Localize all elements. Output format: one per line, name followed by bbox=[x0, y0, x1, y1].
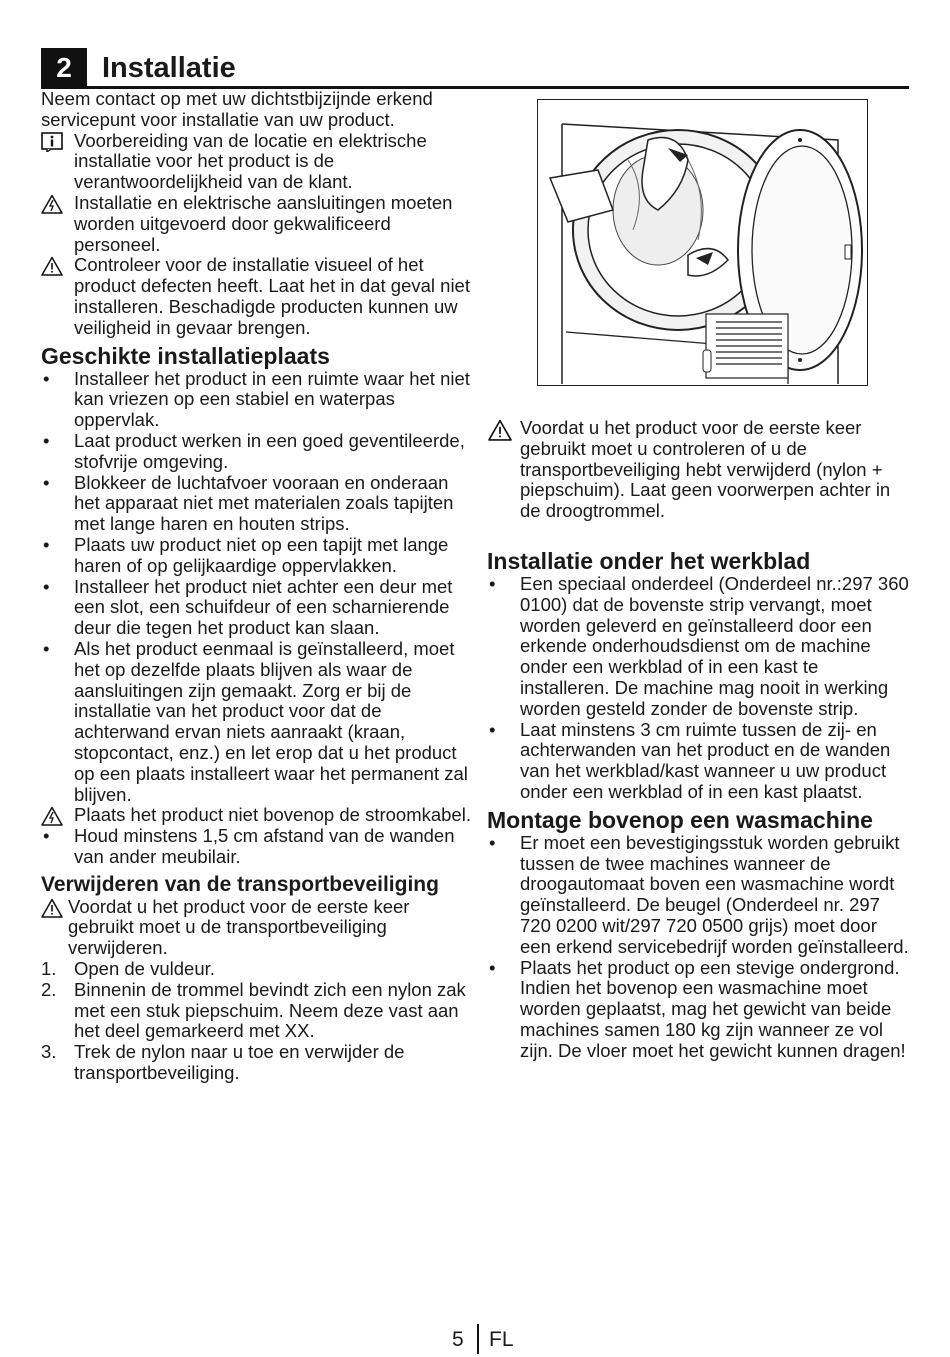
bullet-icon: • bbox=[489, 956, 496, 978]
step-number: 3. bbox=[41, 1041, 57, 1063]
bullet-list bbox=[41, 826, 476, 868]
left-column bbox=[41, 89, 476, 1084]
note-info bbox=[41, 131, 476, 193]
step-number: 2. bbox=[41, 978, 57, 1000]
list-item: • Blokkeer de luchtafvoer vooraan en onderaan het apparaat niet met materialen zoals tapijten met lange haren en houten strips. bbox=[43, 471, 454, 535]
note-text: Installatie en elektrische aansluitingen moeten worden uitgevoerd door gekwalificeerd personeel. bbox=[74, 191, 453, 255]
bullet-icon: • bbox=[43, 637, 50, 659]
list-item: 2. Binnenin de trommel bevindt zich een nylon zak met een stuk piepschuim. Neem deze vast aan het deel gemarkeerd met XX. bbox=[41, 978, 466, 1042]
bullet-icon: • bbox=[489, 572, 496, 594]
list-item: • Installeer het product in een ruimte waar het niet kan vriezen op een stabiel en waterpas oppervlak. bbox=[43, 367, 470, 431]
dryer-drawing bbox=[538, 100, 866, 384]
bullet-icon: • bbox=[489, 718, 496, 740]
page-footer bbox=[0, 1324, 950, 1356]
note-electric bbox=[41, 193, 476, 255]
warning-electric-icon bbox=[41, 194, 63, 214]
bullet-icon: • bbox=[43, 825, 50, 847]
note-electric-cable bbox=[41, 805, 476, 826]
warning-electric-icon bbox=[41, 806, 63, 826]
section-heading: Geschikte installatieplaats bbox=[41, 342, 330, 369]
list-item: 1. Open de vuldeur. bbox=[41, 958, 215, 980]
section-number: 2 bbox=[41, 48, 87, 88]
bullet-icon: • bbox=[43, 471, 50, 493]
note-warning bbox=[41, 255, 476, 338]
note-text: Controleer voor de installatie visueel of het product defecten heeft. Laat het in dat geval niet installeren. Beschadigde producten kunnen uw veiligheid in gevaar brengen. bbox=[74, 254, 470, 338]
bullet-icon: • bbox=[43, 367, 50, 389]
list-item: 3. Trek de nylon naar u toe en verwijder de transportbeveiliging. bbox=[41, 1041, 405, 1084]
bullet-icon: • bbox=[43, 575, 50, 597]
bullet-list bbox=[487, 574, 912, 803]
list-item: • Laat product werken in een goed geventileerde, stofvrije omgeving. bbox=[43, 429, 465, 472]
intro-text: Neem contact op met uw dichtstbijzijnde erkend servicepunt voor installatie van uw product. bbox=[41, 88, 433, 130]
right-column bbox=[487, 418, 912, 1062]
bullet-icon: • bbox=[43, 429, 50, 451]
dryer-illustration bbox=[537, 99, 868, 386]
bullet-icon: • bbox=[489, 831, 496, 853]
note-text: Plaats het product niet bovenop de stroomkabel. bbox=[74, 804, 471, 826]
note-text: Voordat u het product voor de eerste keer gebruikt moet u controleren of u de transportbeveiliging hebt verwijderd (nylon + piepschuim). Laat geen voorwerpen achter in de droogtrommel. bbox=[520, 417, 891, 522]
note-text: Voordat u het product voor de eerste keer gebruikt moet u de transportbeveiliging verwijderen. bbox=[68, 895, 410, 959]
list-item: • Laat minstens 3 cm ruimte tussen de zij- en achterwanden van het product en de wanden van het werkblad/kast wanneer u uw product onder een werkblad of in een kast plaatst. bbox=[489, 718, 891, 802]
warning-icon bbox=[487, 419, 513, 441]
bullet-list bbox=[41, 369, 476, 806]
note-text: Voorbereiding van de locatie en elektrische installatie voor het product is de verantwoordelijkheid van de klant. bbox=[74, 129, 427, 193]
list-item: • Plaats uw product niet op een tapijt met lange haren of op gelijkaardige oppervlakken. bbox=[43, 533, 449, 576]
section-heading: Verwijderen van de transportbeveiliging bbox=[41, 872, 439, 896]
list-item: • Als het product eenmaal is geïnstalleerd, moet het op dezelfde plaats blijven als waar de aansluitingen zijn gemaakt. Zorg er bij de installatie van het product voor dat de achterwand ervan niets aanraakt (kraan, stopcontact, enz.) en let erop dat u het product op een plaats installeert waar het permanent zal blijven. bbox=[43, 637, 468, 805]
note-warning bbox=[41, 897, 476, 959]
list-item: • Houd minstens 1,5 cm afstand van de wanden van ander meubilair. bbox=[43, 825, 455, 867]
info-icon bbox=[41, 132, 63, 152]
section-heading: Installatie onder het werkblad bbox=[487, 547, 811, 574]
footer-divider bbox=[477, 1324, 479, 1354]
list-item: • Een speciaal onderdeel (Onderdeel nr.:297 360 0100) dat de bovenste strip vervangt, moet worden geleverd en geïnstalleerd door een erkende onderhoudsdienst om de machine onder een werkblad of in een kast te installeren. De machine mag nooit in werking worden gesteld zonder de bovenste strip. bbox=[489, 572, 909, 719]
step-number: 1. bbox=[41, 958, 57, 980]
numbered-list bbox=[41, 959, 476, 1084]
warning-icon bbox=[41, 898, 63, 918]
list-item: • Er moet een bevestigingsstuk worden gebruikt tussen de twee machines wanneer de droogautomaat boven een wasmachine wordt geïnstalleerd. De beugel (Onderdeel nr. 297 720 0200 wit/297 720 0500 grijs) moet door een erkend servicebedrijf worden geïnstalleerd. bbox=[489, 831, 909, 957]
bullet-list bbox=[487, 833, 912, 1062]
language-code: FL bbox=[489, 1328, 514, 1351]
page-title: Installatie bbox=[102, 52, 236, 84]
bullet-icon: • bbox=[43, 533, 50, 555]
page-number: 5 bbox=[452, 1328, 464, 1351]
list-item: • Plaats het product op een stevige ondergrond. Indien het bovenop een wasmachine moet worden geplaatst, mag het gewicht van beide machines samen 180 kg zijn wanneer ze vol zijn. De vloer moet het gewicht kunnen dragen! bbox=[489, 956, 906, 1061]
list-item: • Installeer het product niet achter een deur met een slot, een schuifdeur of een scharnierende deur die tegen het product kan slaan. bbox=[43, 575, 453, 639]
section-heading: Montage bovenop een wasmachine bbox=[487, 806, 873, 833]
note-warning bbox=[487, 418, 912, 522]
warning-icon bbox=[41, 256, 63, 276]
